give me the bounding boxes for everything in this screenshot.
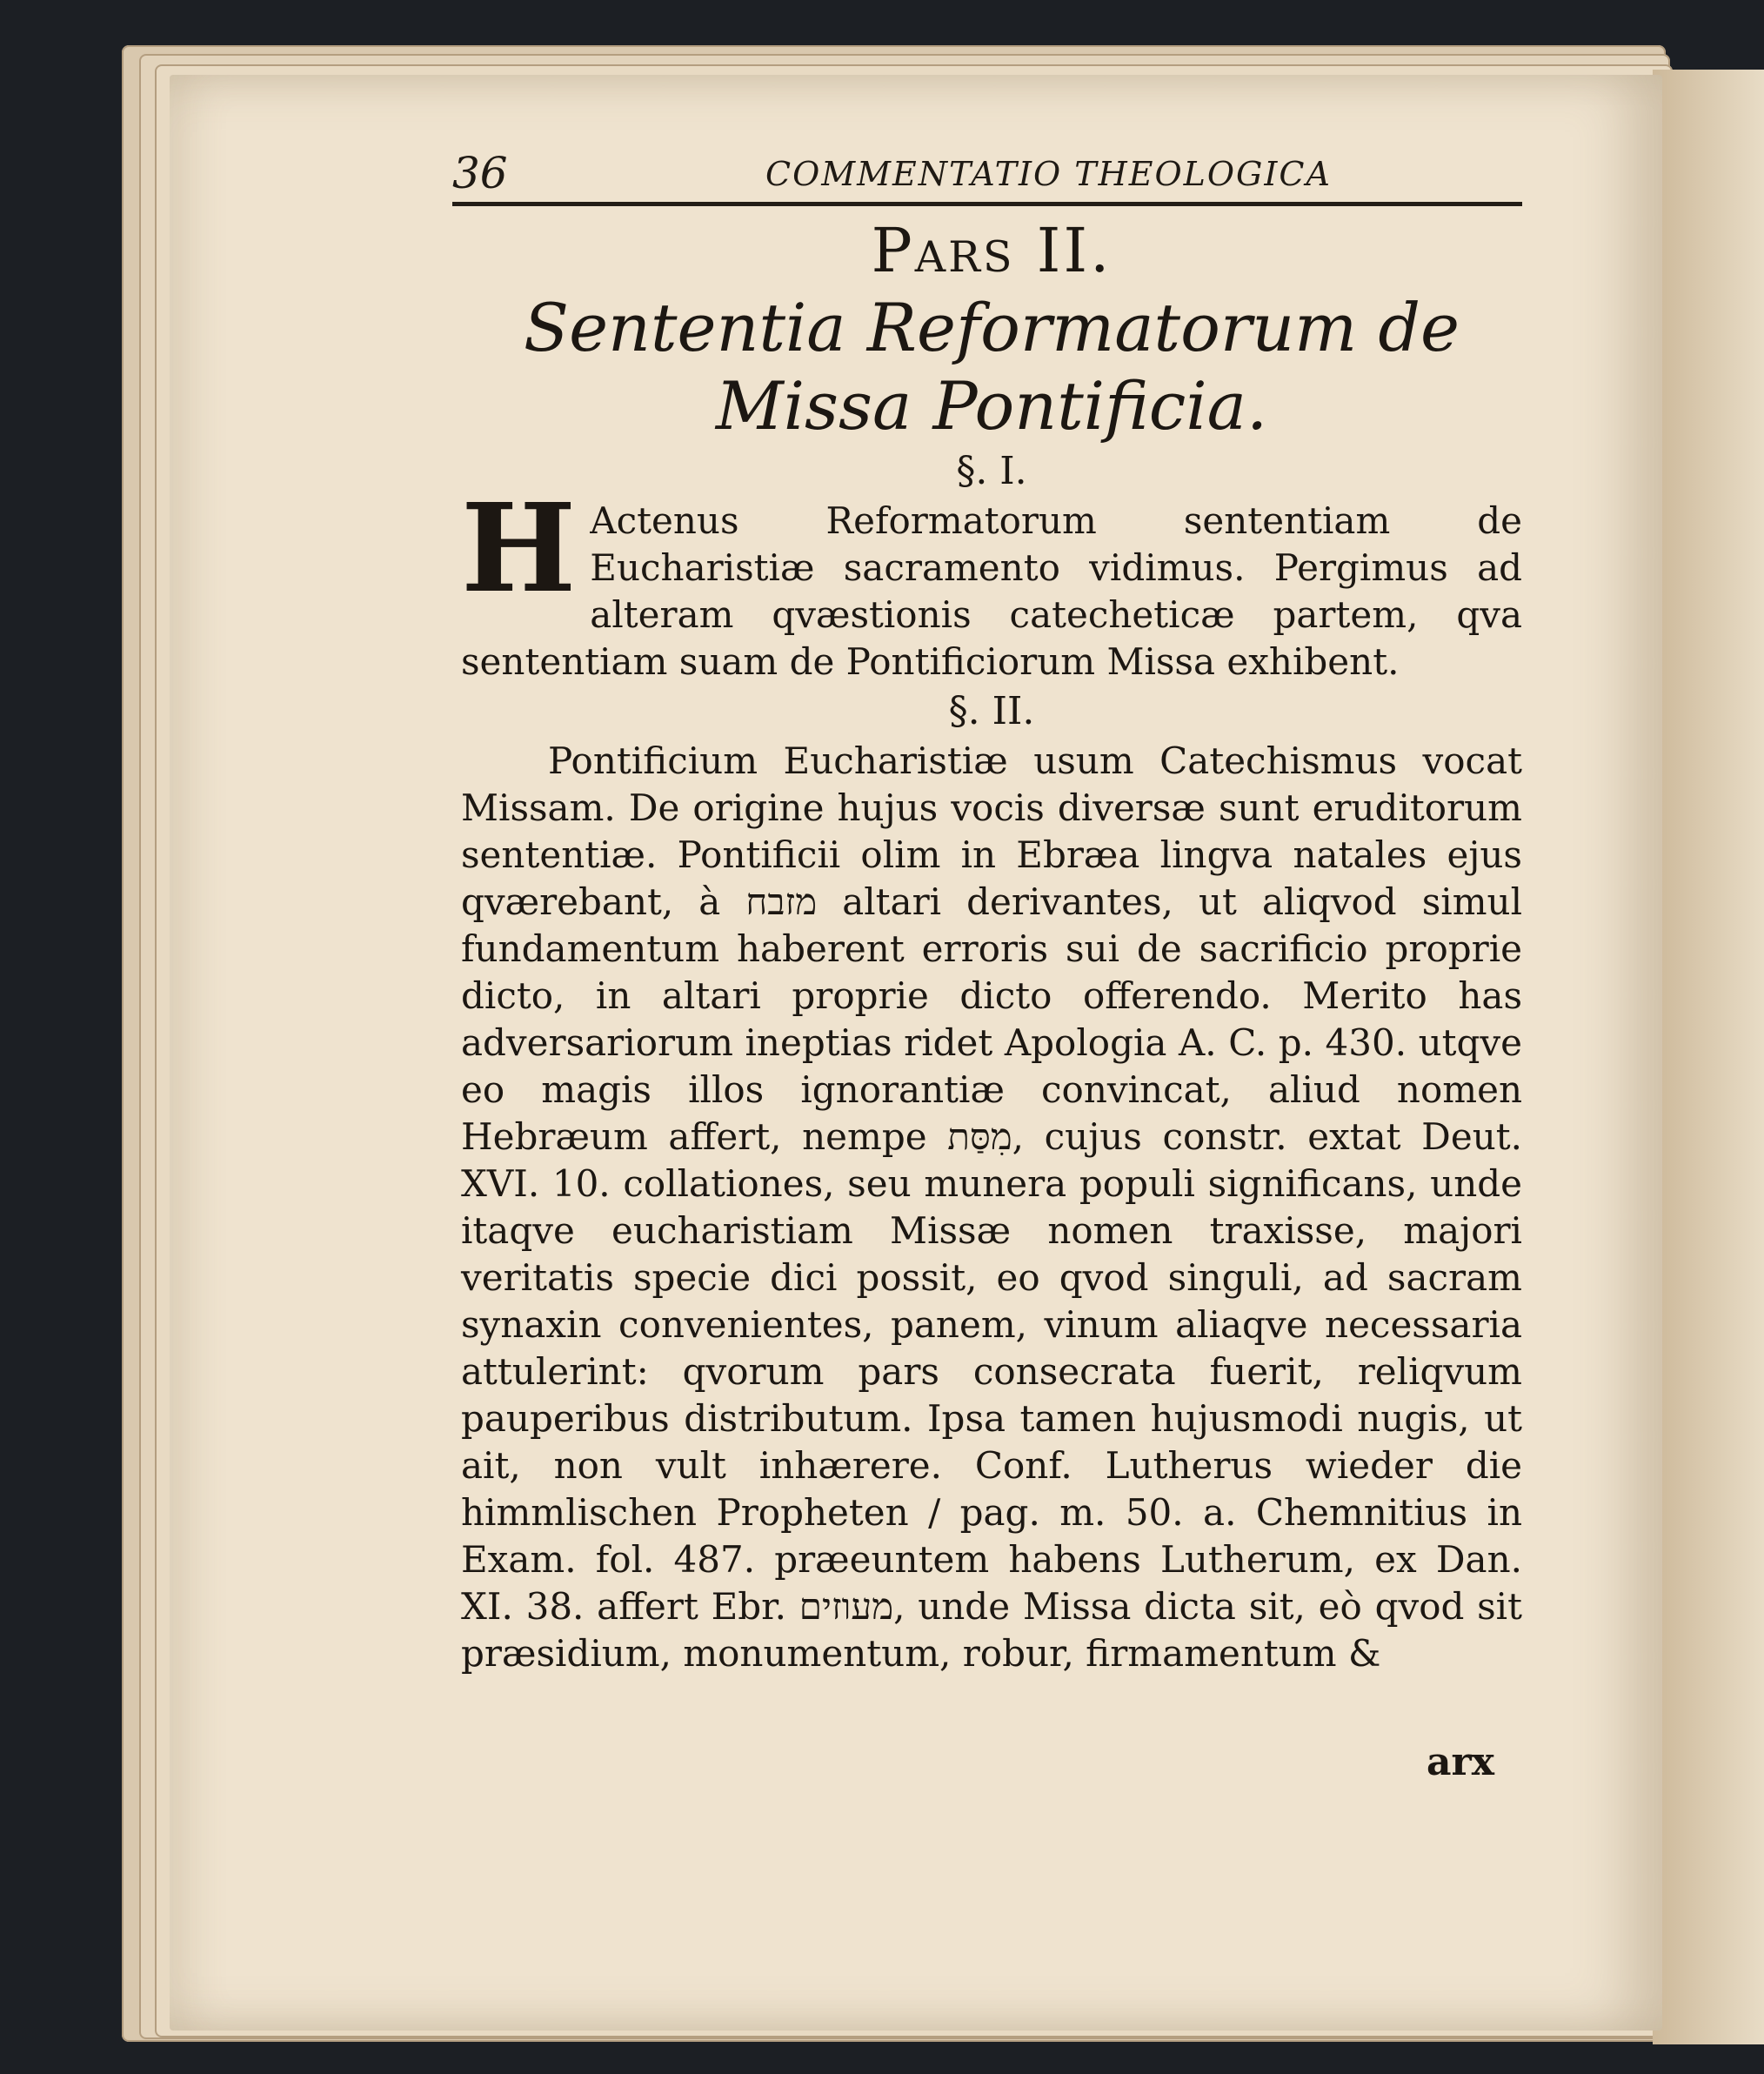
text-block bbox=[461, 216, 1522, 1677]
page-number: 36 bbox=[452, 148, 508, 198]
part-heading: Pars II. bbox=[871, 215, 1113, 286]
section-mark-1: §. I. bbox=[956, 449, 1027, 493]
section-1-paragraph bbox=[461, 478, 1522, 686]
catchword: arx bbox=[1427, 1740, 1494, 1784]
section-mark-2: §. II. bbox=[948, 689, 1035, 733]
facing-page-edge bbox=[1653, 70, 1764, 2044]
header-rule bbox=[452, 202, 1522, 206]
running-head bbox=[452, 148, 1522, 209]
running-title: COMMENTATIO THEOLOGICA bbox=[765, 155, 1332, 193]
section-1-text: Actenus Reformatorum sententiam de Eucharistiæ sacramento vidimus. Pergimus ad alteram qvæstionis catecheticæ partem, qva sententiam suam de Pontificiorum Missa exhibent. bbox=[461, 499, 1522, 683]
section-2-paragraph: Pontificium Eucharistiæ usum Catechismus vocat Missam. De origine hujus vocis diversæ sunt eruditorum sententiæ. Pontificii olim in Ebræa lingva natales ejus qværebant, à מזבח altari derivantes, ut aliqvod simul fundamentum haberent erroris sui de sacrificio proprie dicto, in altari proprie dicto offerendo. Merito has adversariorum ineptias ridet Apologia A. C. p. 430. utqve eo magis illos ignorantiæ convincat, aliud nomen Hebræum affert, nempe מִסַּת, cujus constr. extat Deut. XVI. 10. collationes, seu munera populi significans, unde itaqve eucharistiam Missæ nomen traxisse, majori veritatis specie dici possit, eo qvod singuli, ad sacram synaxin convenientes, panem, vinum aliaqve necessaria attulerint: qvorum pars consecrata fuerit, reliqvum pauperibus distributum. Ipsa tamen hujusmodi nugis, ut ait, non vult inhærere. Conf. Lutherus wieder die himmlischen Propheten / pag. m. 50. a. Chemnitius in Exam. fol. 487. præeuntem habens Lutherum, ex Dan. XI. 38. affert Ebr. מעוזים, unde Missa dicta sit, eò qvod sit præsidium, monumentum, robur, firmamentum & bbox=[461, 739, 1523, 1675]
drop-cap: H bbox=[461, 478, 577, 620]
part-title: Sententia Reformatorum de Missa Pontificia. bbox=[524, 289, 1460, 445]
